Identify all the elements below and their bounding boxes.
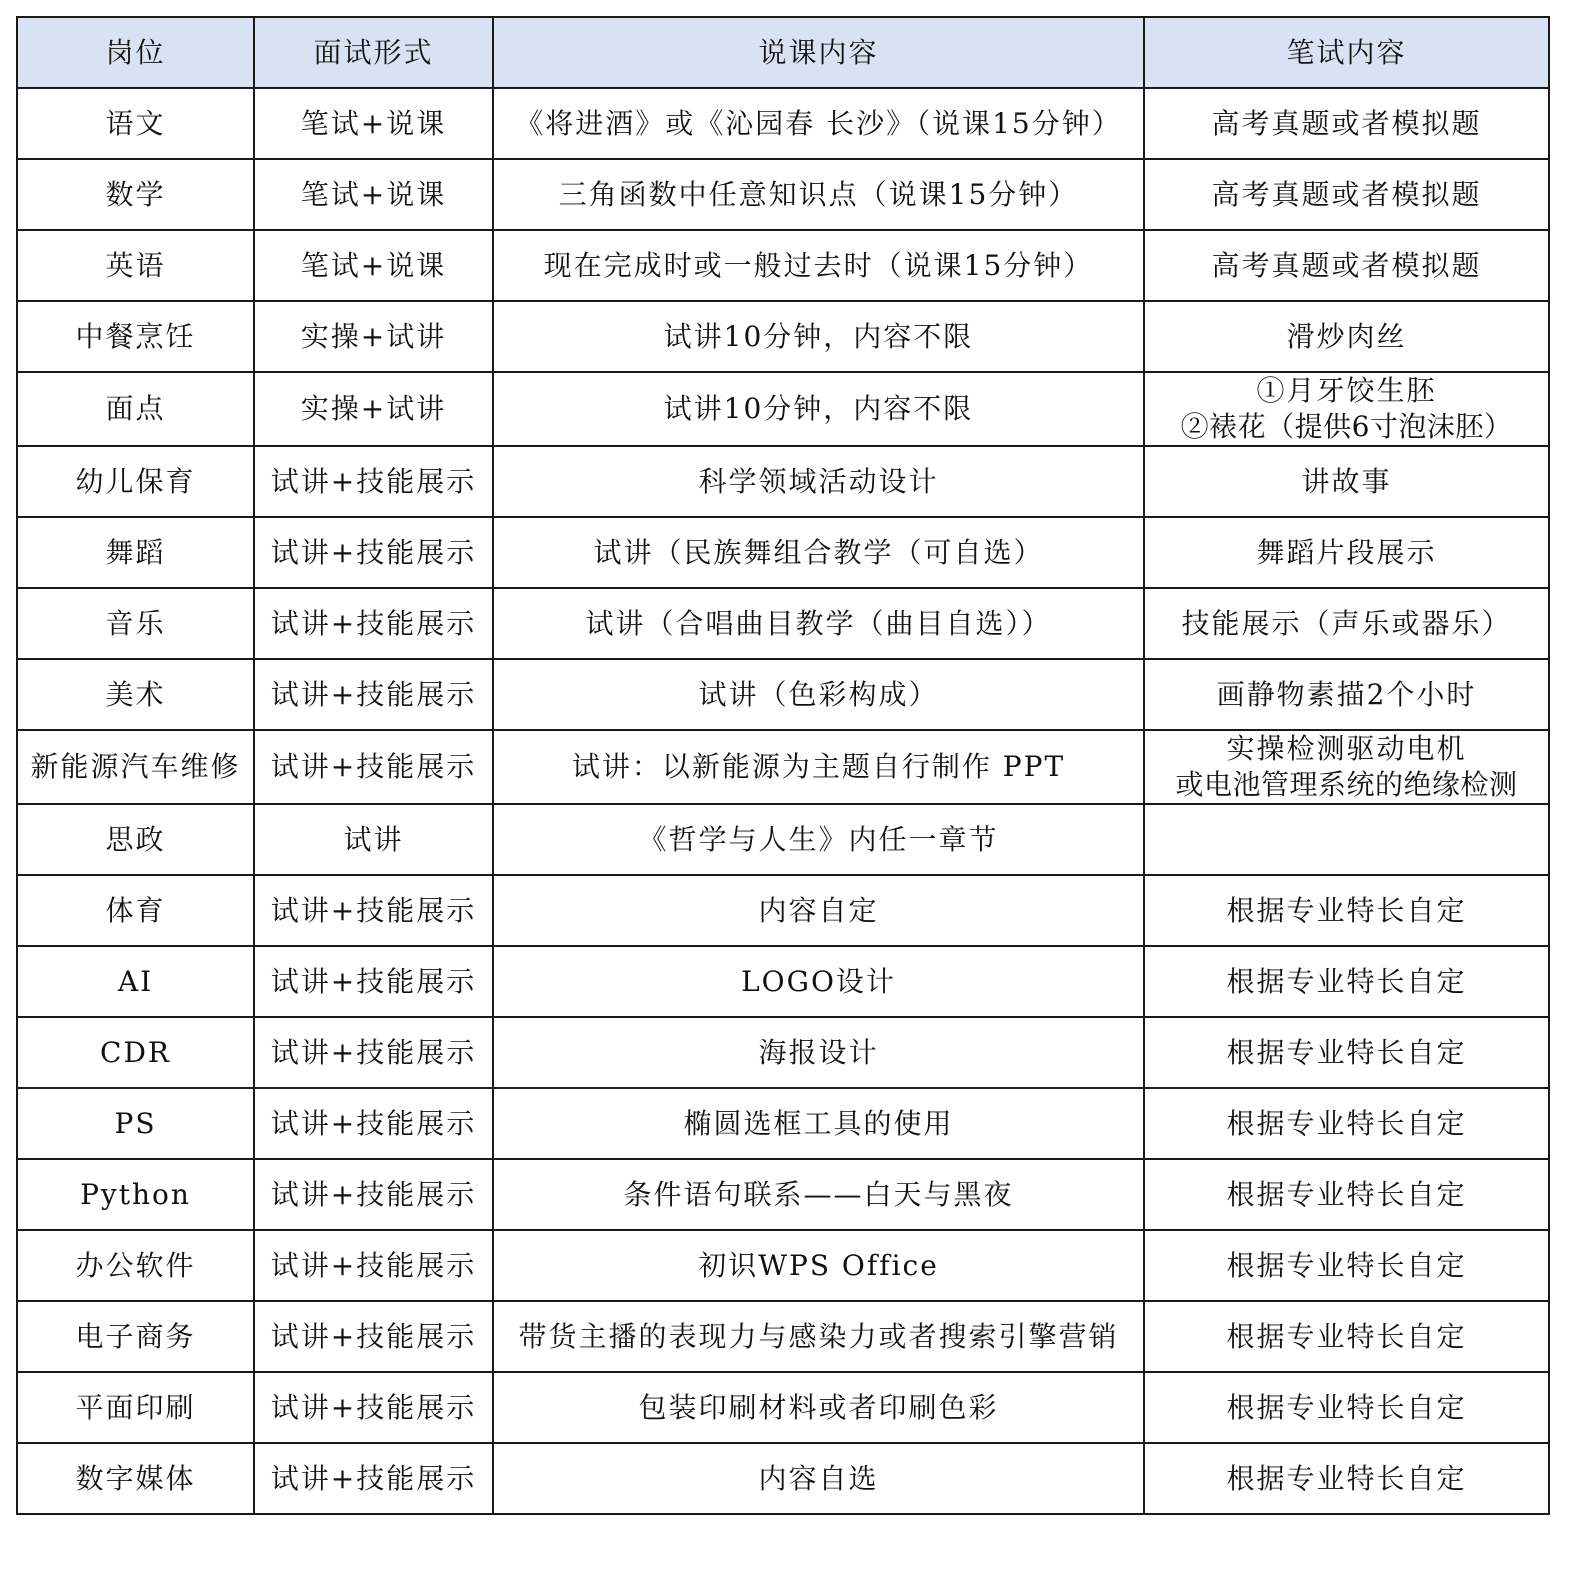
cell-written-content [1144,301,1549,372]
table-row [17,1230,1549,1301]
header-written-content: 笔试内容 [1144,17,1549,88]
cell-position: 英语 [17,230,254,301]
written-content-line: 高考真题或者模拟题 [1211,177,1482,211]
table-row [17,875,1549,946]
written-content-line: 高考真题或者模拟题 [1211,248,1482,282]
written-content-line: 实操检测驱动电机 [1226,732,1467,765]
written-content-line: 根据专业特长自定 [1226,1390,1467,1424]
cell-position: 办公软件 [17,1230,254,1301]
cell-interview-format: 试讲+技能展示 [254,1443,493,1514]
cell-written-content [1144,372,1549,446]
cell-lecture-content: 科学领域活动设计 [493,446,1144,517]
cell-written-content [1144,1088,1549,1159]
cell-interview-format: 试讲+技能展示 [254,730,493,804]
cell-lecture-content: 椭圆选框工具的使用 [493,1088,1144,1159]
cell-position: 幼儿保育 [17,446,254,517]
table-row [17,159,1549,230]
written-content-line: 技能展示（声乐或器乐） [1181,606,1512,640]
table-row [17,1088,1549,1159]
table-row [17,446,1549,517]
cell-position: PS [17,1088,254,1159]
cell-written-content [1144,446,1549,517]
cell-lecture-content: LOGO设计 [493,946,1144,1017]
cell-position: 思政 [17,804,254,875]
written-content-line: 或电池管理系统的绝缘检测 [1175,768,1518,801]
written-content-line: 根据专业特长自定 [1226,1248,1467,1282]
cell-position: 数字媒体 [17,1443,254,1514]
cell-lecture-content: 带货主播的表现力与感染力或者搜索引擎营销 [493,1301,1144,1372]
cell-lecture-content: 现在完成时或一般过去时（说课15分钟） [493,230,1144,301]
cell-lecture-content: 内容自定 [493,875,1144,946]
cell-interview-format: 试讲+技能展示 [254,659,493,730]
table-row [17,301,1549,372]
cell-interview-format: 笔试+说课 [254,159,493,230]
cell-lecture-content: 试讲10分钟，内容不限 [493,301,1144,372]
cell-lecture-content: 三角函数中任意知识点（说课15分钟） [493,159,1144,230]
written-content-line: 高考真题或者模拟题 [1211,106,1482,140]
cell-written-content [1144,517,1549,588]
header-lecture-content: 说课内容 [493,17,1144,88]
cell-position: 体育 [17,875,254,946]
header-interview-format: 面试形式 [254,17,493,88]
header-position: 岗位 [17,17,254,88]
recruitment-table [16,16,1550,1515]
table-row [17,659,1549,730]
cell-position: 美术 [17,659,254,730]
cell-lecture-content: 试讲10分钟，内容不限 [493,372,1144,446]
cell-interview-format: 实操+试讲 [254,372,493,446]
cell-position: 电子商务 [17,1301,254,1372]
cell-interview-format: 试讲+技能展示 [254,446,493,517]
header-row [17,17,1549,88]
table-row [17,1017,1549,1088]
cell-written-content [1144,804,1549,875]
written-content-line: 滑炒肉丝 [1286,319,1407,353]
table-row [17,1372,1549,1443]
table-row [17,230,1549,301]
table-body [17,88,1549,1514]
cell-position: 新能源汽车维修 [17,730,254,804]
cell-lecture-content: 试讲（民族舞组合教学（可自选） [493,517,1144,588]
table-row [17,804,1549,875]
written-content-line: 根据专业特长自定 [1226,964,1467,998]
written-content-line: ①月牙饺生胚 [1256,374,1437,407]
table-row [17,372,1549,446]
cell-interview-format: 试讲+技能展示 [254,1301,493,1372]
cell-position: 语文 [17,88,254,159]
written-content-line: 根据专业特长自定 [1226,1319,1467,1353]
table-row [17,588,1549,659]
cell-written-content [1144,230,1549,301]
cell-lecture-content: 《将进酒》或《沁园春 长沙》（说课15分钟） [493,88,1144,159]
cell-interview-format: 试讲+技能展示 [254,588,493,659]
cell-lecture-content: 包装印刷材料或者印刷色彩 [493,1372,1144,1443]
table-header [17,17,1549,88]
cell-written-content [1144,875,1549,946]
cell-interview-format: 试讲+技能展示 [254,1017,493,1088]
cell-interview-format: 笔试+说课 [254,230,493,301]
cell-position: 音乐 [17,588,254,659]
cell-interview-format: 试讲+技能展示 [254,517,493,588]
document-sheet [16,16,1564,1515]
cell-position: Python [17,1159,254,1230]
cell-position: AI [17,946,254,1017]
table-row [17,88,1549,159]
cell-written-content [1144,588,1549,659]
cell-interview-format: 试讲+技能展示 [254,1159,493,1230]
table-row [17,730,1549,804]
cell-written-content [1144,730,1549,804]
cell-written-content [1144,1372,1549,1443]
cell-lecture-content: 试讲：以新能源为主题自行制作 PPT [493,730,1144,804]
cell-interview-format: 实操+试讲 [254,301,493,372]
cell-written-content [1144,1443,1549,1514]
cell-lecture-content: 《哲学与人生》内任一章节 [493,804,1144,875]
table-row [17,517,1549,588]
cell-written-content [1144,88,1549,159]
cell-lecture-content: 试讲（色彩构成） [493,659,1144,730]
written-content-line: 舞蹈片段展示 [1256,535,1437,569]
cell-lecture-content: 初识WPS Office [493,1230,1144,1301]
cell-written-content [1144,1230,1549,1301]
cell-lecture-content: 条件语句联系——白天与黑夜 [493,1159,1144,1230]
written-content-line: 画静物素描2个小时 [1216,677,1477,711]
table-row [17,1443,1549,1514]
written-content-line: 讲故事 [1301,464,1392,498]
cell-written-content [1144,946,1549,1017]
cell-interview-format: 试讲+技能展示 [254,1372,493,1443]
cell-position: 舞蹈 [17,517,254,588]
written-content-line: 根据专业特长自定 [1226,1106,1467,1140]
cell-position: 平面印刷 [17,1372,254,1443]
table-row [17,1301,1549,1372]
written-content-line: 根据专业特长自定 [1226,1035,1467,1069]
cell-interview-format: 试讲+技能展示 [254,946,493,1017]
written-content-line: 根据专业特长自定 [1226,893,1467,927]
cell-lecture-content: 内容自选 [493,1443,1144,1514]
cell-lecture-content: 海报设计 [493,1017,1144,1088]
cell-interview-format: 笔试+说课 [254,88,493,159]
cell-written-content [1144,659,1549,730]
written-content-line: 根据专业特长自定 [1226,1177,1467,1211]
cell-written-content [1144,1159,1549,1230]
cell-position: 中餐烹饪 [17,301,254,372]
cell-interview-format: 试讲+技能展示 [254,1088,493,1159]
cell-interview-format: 试讲+技能展示 [254,1230,493,1301]
written-content-line: ②裱花（提供6寸泡沫胚） [1180,410,1513,443]
cell-written-content [1144,159,1549,230]
cell-written-content [1144,1301,1549,1372]
table-row [17,946,1549,1017]
cell-written-content [1144,1017,1549,1088]
cell-interview-format: 试讲 [254,804,493,875]
cell-interview-format: 试讲+技能展示 [254,875,493,946]
cell-position: CDR [17,1017,254,1088]
cell-position: 数学 [17,159,254,230]
cell-lecture-content: 试讲（合唱曲目教学（曲目自选）） [493,588,1144,659]
table-row [17,1159,1549,1230]
cell-position: 面点 [17,372,254,446]
written-content-line: 根据专业特长自定 [1226,1461,1467,1495]
